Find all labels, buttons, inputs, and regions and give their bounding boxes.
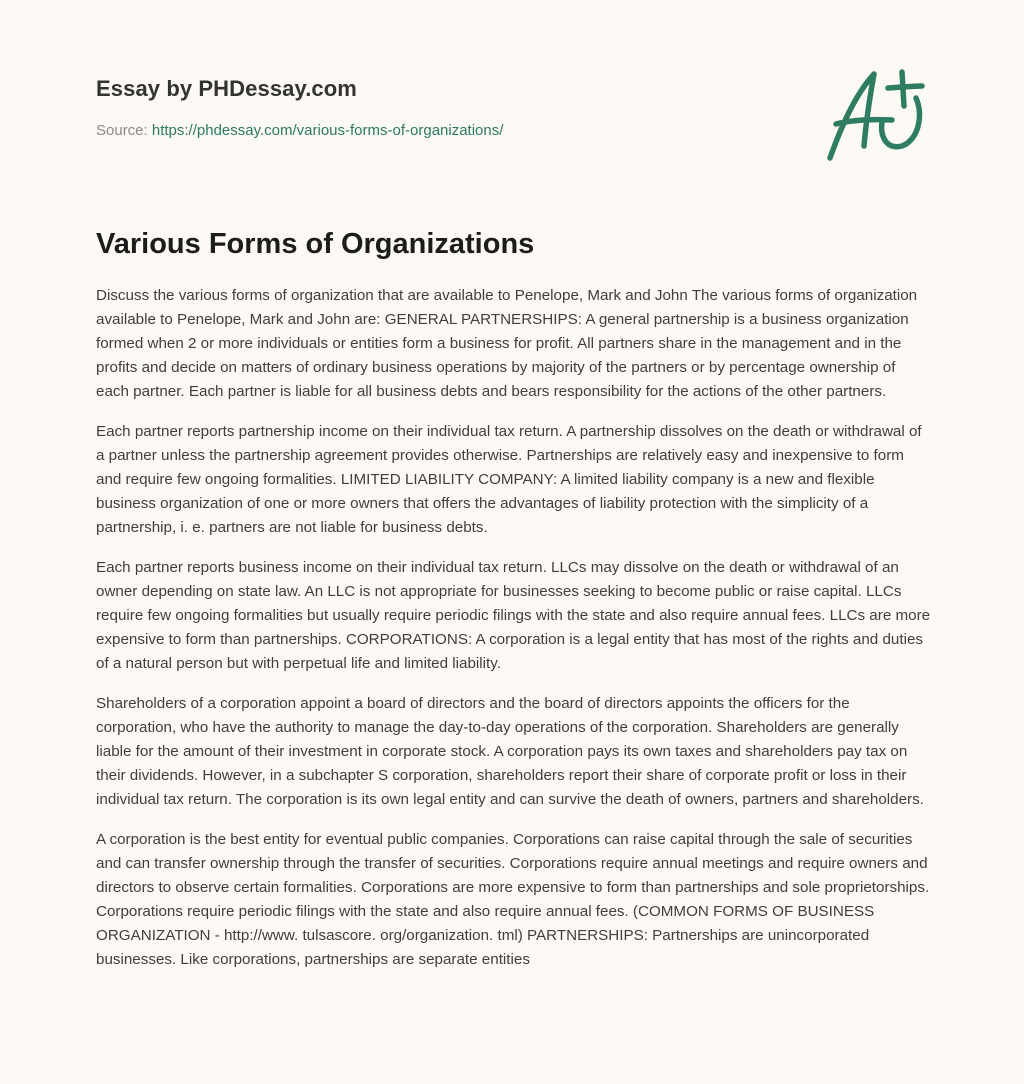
essay-paragraph: Each partner reports partnership income on their individual tax return. A partnership dissolves on the death or withdrawal of a partner unless the partnership agreement provides otherwise. Partnerships are relatively easy and inexpensive to form and require few ongoing formalities. LIMITED LIABILITY COMPANY: A limited liability company is a new and flexible business organization of one or more owners that offers the advantages of liability protection with the simplicity of a partnership, i. e. partners are not liable for business debts. [96, 423, 922, 536]
brand-heading: Essay by PHDessay.com [96, 76, 357, 101]
essay-title: Various Forms of Organizations [96, 228, 535, 260]
essay-paragraph: A corporation is the best entity for eventual public companies. Corporations can raise capital through the sale of securities and can transfer ownership through the transfer of securities. Corporations require annual meetings and require owners and directors to observe certain formalities. Corporations are more expensive to form than partnerships and sole proprietorships. Corporations require periodic filings with the state and also require annual fees. (COMMON FORMS OF BUSINESS ORGANIZATION - http://www. tulsascore. org/organization. tml) PARTNERSHIPS: Partnerships are unincorporated businesses. Like corporations, partnerships are separate entities [96, 831, 930, 968]
essay-body [96, 284, 932, 988]
source-label: Source: [96, 122, 148, 139]
essay-paragraph: Discuss the various forms of organization that are available to Penelope, Mark and John The various forms of organization available to Penelope, Mark and John are: GENERAL PARTNERSHIPS: A general partnership is a business organization formed when 2 or more individuals or entities form a business for profit. All partners share in the management and in the profits and decide on matters of ordinary business operations by majority of the partners or by percentage ownership of each partner. Each partner is liable for all business debts and bears responsibility for the actions of the other partners. [96, 287, 918, 400]
source-line [96, 121, 796, 141]
a-plus-grade-icon [822, 66, 932, 166]
essay-paragraph: Shareholders of a corporation appoint a board of directors and the board of directors appoints the officers for the corporation, who have the authority to manage the day-to-day operations of the corporation. Shareholders are generally liable for the amount of their investment in corporate stock. A corporation pays its own taxes and shareholders pay tax on their dividends. However, in a subchapter S corporation, shareholders report their share of corporate profit or loss in their individual tax return. The corporation is its own legal entity and can survive the death of owners, partners and shareholders. [96, 695, 924, 808]
essay-header [96, 74, 796, 141]
essay-paragraph: Each partner reports business income on their individual tax return. LLCs may dissolve on the death or withdrawal of an owner depending on state law. An LLC is not appropriate for businesses seeking to become public or raise capital. LLCs require few ongoing formalities but usually require periodic filings with the state and also require annual fees. LLCs are more expensive to form than partnerships. CORPORATIONS: A corporation is a legal entity that has most of the rights and duties of a natural person but with perpetual life and limited liability. [96, 559, 931, 672]
source-link[interactable]: https://phdessay.com/various-forms-of-organizations/ [151, 122, 504, 139]
